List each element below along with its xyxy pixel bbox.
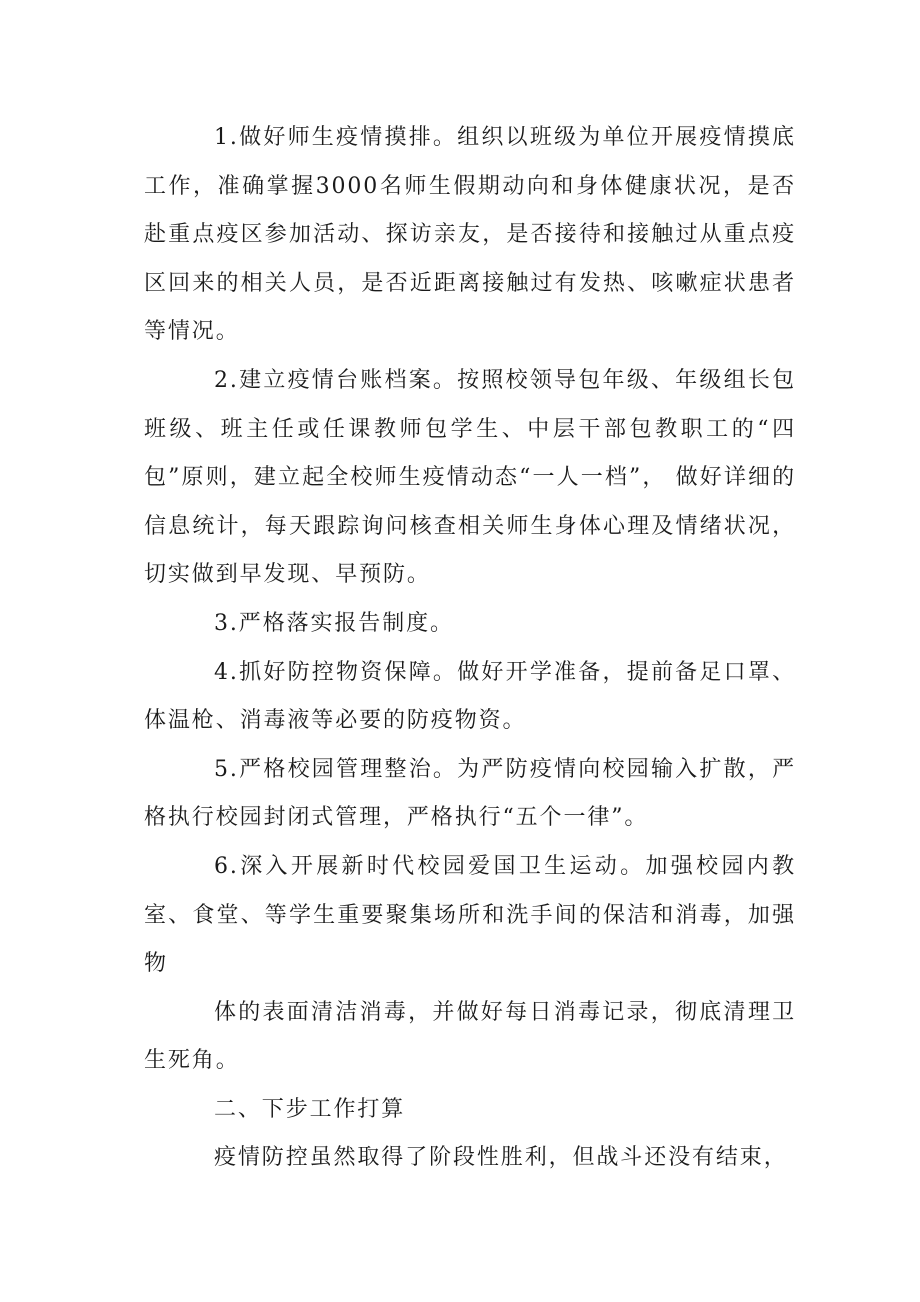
paragraph-supplies: 4.抓好防控物资保障。做好开学准备，提前备足口罩、体温枪、消毒液等必要的防疫物资。 [144,659,796,734]
paragraph-investigation: 1.做好师生疫情摸排。组织以班级为单位开展疫情摸底工作，准确掌握3000名师生假期动向和身体健康状况，是否赴重点疫区参加活动、探访亲友，是否接待和接触过从重点疫区回来的相关人员，是否近距离接触过有发热、咳嗽症状患者等情况。 [144,125,796,345]
paragraph-next-steps: 疫情防控虽然取得了阶段性胜利，但战斗还没有结束， [214,1145,788,1171]
paragraph-records: 2.建立疫情台账档案。按照校领导包年级、年级组长包班级、班主任或任课教师包学生、中层干部包教职工的“四包”原则，建立起全校师生疫情动态“一人一档”， 做好详细的信息统计，每天跟踪询问核查相关师生身体心理及情绪状况，切实做到早发现、早预防。 [144,367,796,588]
paragraph-reporting: 3.严格落实报告制度。 [214,610,454,636]
paragraph-sanitation: 6.深入开展新时代校园爱国卫生运动。加强校园内教室、食堂、等学生重要聚集场所和洗手间的保洁和消毒，加强物 [144,853,796,977]
paragraph-campus-management: 5.严格校园管理整治。为严防疫情向校园输入扩散，严格执行校园封闭式管理，严格执行“五个一律”。 [144,756,796,831]
document-body [144,114,796,1183]
section-heading: 二、下步工作打算 [214,1096,406,1122]
paragraph-disinfection: 体的表面清洁消毒，并做好每日消毒记录，彻底清理卫生死角。 [144,999,796,1074]
